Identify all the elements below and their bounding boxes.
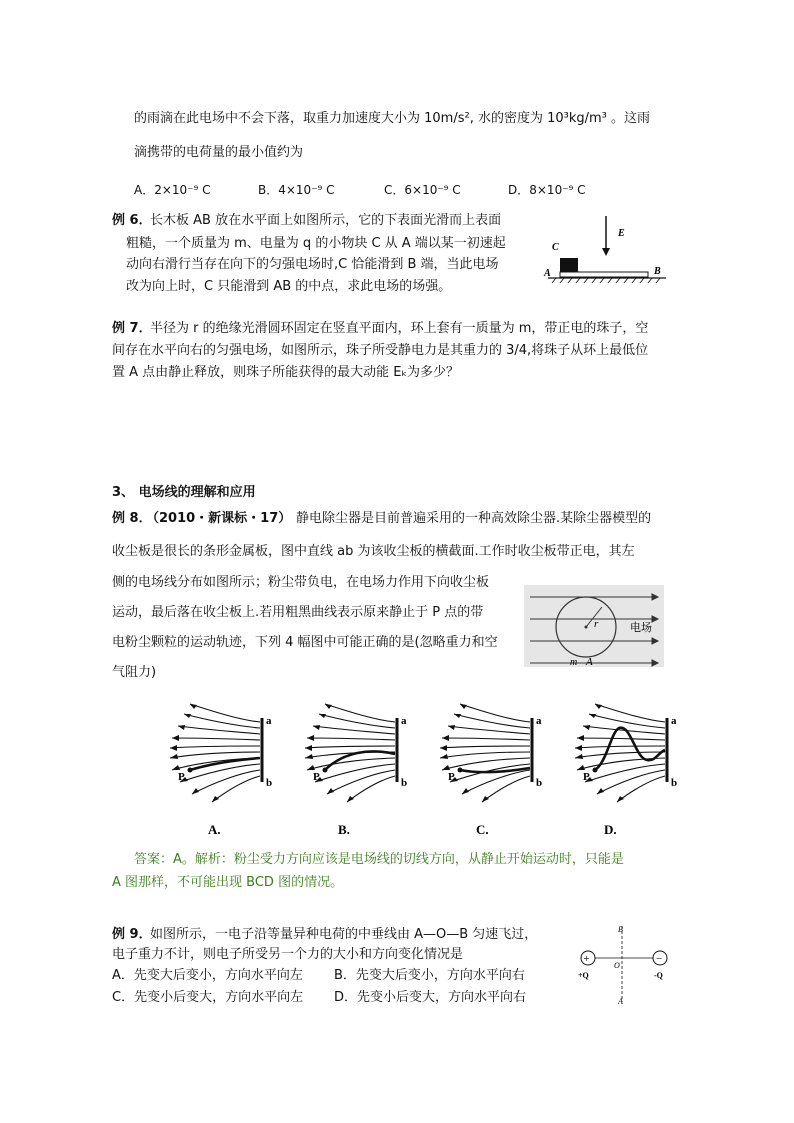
ex9-option-a: A．先变大后变小，方向水平向左: [112, 968, 303, 983]
q5-option-b: B．4×10⁻⁹ C: [258, 183, 335, 197]
ex6-label-a: A: [544, 268, 551, 279]
ex9-label: 例 9．: [112, 927, 152, 942]
ex8-answer-line1: 答案：A。解析：粉尘受力方向应该是电场线的切线方向，从静止开始运动时，只能是: [134, 852, 624, 867]
ex6-label-b: B: [654, 266, 661, 277]
diagram-c: [440, 704, 542, 802]
section3-title: 3、 电场线的理解和应用: [112, 485, 256, 500]
ex9-line1: 如图所示，一电子沿等量异种电荷的中垂线由 A—O—B 匀速飞过，: [150, 927, 538, 942]
q5-option-d: D．8×10⁻⁹ C: [508, 183, 586, 197]
ex7-figure: [524, 585, 664, 667]
diagram-d: [575, 704, 677, 802]
ex6-line3: 动向右滑行当存在向下的匀强电场时,C 恰能滑到 B 端，当此电场: [126, 257, 499, 272]
diagram-a: [170, 704, 272, 802]
minus-sign: −: [656, 953, 663, 965]
board-ab: [560, 272, 648, 277]
diagram-b: [305, 704, 407, 802]
ex9-figure: [572, 922, 682, 1006]
ex8-line6: 气阻力): [112, 665, 157, 680]
ex6-label: 例 6．: [112, 213, 152, 228]
ex8-line3: 侧的电场线分布如图所示；粉尘带负电，在电场力作用下向收尘板: [112, 575, 490, 590]
ex7-line2: 间存在水平向右的匀强电场，如图所示，珠子所受静电力是其重力的 3/4,将珠子从环上最低位: [112, 343, 649, 358]
ex9-label-b: B: [618, 925, 623, 934]
block-c: [560, 258, 578, 272]
q5-option-c: C．6×10⁻⁹ C: [384, 183, 461, 197]
ring-center: [585, 626, 588, 629]
ex8-source: （2010・新课标・17）: [146, 511, 292, 526]
field-arrow-head: [602, 248, 610, 256]
ex8-line2: 收尘板是很长的条形金属板，图中直线 ab 为该收尘板的横截面.工作时收尘板带正电，其左: [112, 544, 635, 559]
ex9-option-b: B．先变大后变小，方向水平向右: [334, 968, 525, 983]
ex8-diagrams: a b P A. B. C. D.: [170, 690, 690, 840]
ex6-line2: 粗糙，一个质量为 m、电量为 q 的小物块 C 从 A 端以某一初速起: [126, 236, 506, 251]
q5-line1: 的雨滴在此电场中不会下落，取重力加速度大小为 10m/s², 水的密度为 10³kg/m³ 。这雨: [134, 111, 651, 126]
ex6-label-e: E: [618, 228, 625, 239]
ex8-line5: 电粉尘颗粒的运动轨迹，下列 4 幅图中可能正确的是(忽略重力和空: [112, 635, 498, 650]
choice-d-label: D.: [604, 822, 617, 837]
ex9-label-plus-q: +Q: [578, 971, 589, 980]
ex7-line1: 半径为 r 的绝缘光滑圆环固定在竖直平面内，环上套有一质量为 m，带正电的珠子，空: [150, 321, 649, 336]
ex7-line3: 置 A 点由静止释放，则珠子所能获得的最大动能 Eₖ为多少？: [112, 365, 460, 380]
ex8-line4: 运动，最后落在收尘板上.若用粗黑曲线表示原来静止于 P 点的带: [112, 605, 484, 620]
ex9-label-minus-q: -Q: [654, 971, 663, 980]
choice-c-label: C.: [476, 822, 489, 837]
plus-sign: +: [583, 953, 590, 965]
ex7-label-field: 电场: [630, 622, 652, 634]
ex9-option-d: D．先变小后变大，方向水平向右: [334, 990, 527, 1005]
ex6-label-c: C: [552, 242, 559, 253]
q5-line2: 滴携带的电荷量的最小值约为: [134, 145, 304, 160]
ex8-label: 例 8．: [112, 511, 152, 526]
choice-b-label: B.: [338, 822, 350, 837]
ex9-label-o: O: [614, 961, 620, 970]
ex6-line1: 长木板 AB 放在水平面上如图所示，它的下表面光滑而上表面: [150, 213, 502, 228]
ex7-label-r: r: [594, 618, 599, 630]
ex8-answer-line2: A 图那样，不可能出现 BCD 图的情况。: [112, 875, 344, 890]
q5-option-a: A．2×10⁻⁹ C: [134, 183, 211, 197]
ex9-option-c: C．先变小后变大，方向水平向左: [112, 990, 304, 1005]
ex7-label: 例 7．: [112, 321, 152, 336]
ex6-line4: 改为向上时，C 只能滑到 AB 的中点，求此电场的场强。: [126, 279, 452, 294]
ex8-line1: 静电除尘器是目前普遍采用的一种高效除尘器.某除尘器模型的: [296, 511, 652, 526]
ex7-label-a: A: [586, 656, 593, 667]
ex9-label-a: A: [618, 997, 623, 1006]
ex7-label-m: m: [570, 657, 578, 667]
ground-hatching: [552, 278, 660, 283]
ex9-line2: 电子重力不计，则电子所受另一个力的大小和方向变化情况是: [112, 947, 464, 962]
ex6-figure: [538, 212, 678, 292]
choice-a-label: A.: [208, 822, 221, 837]
